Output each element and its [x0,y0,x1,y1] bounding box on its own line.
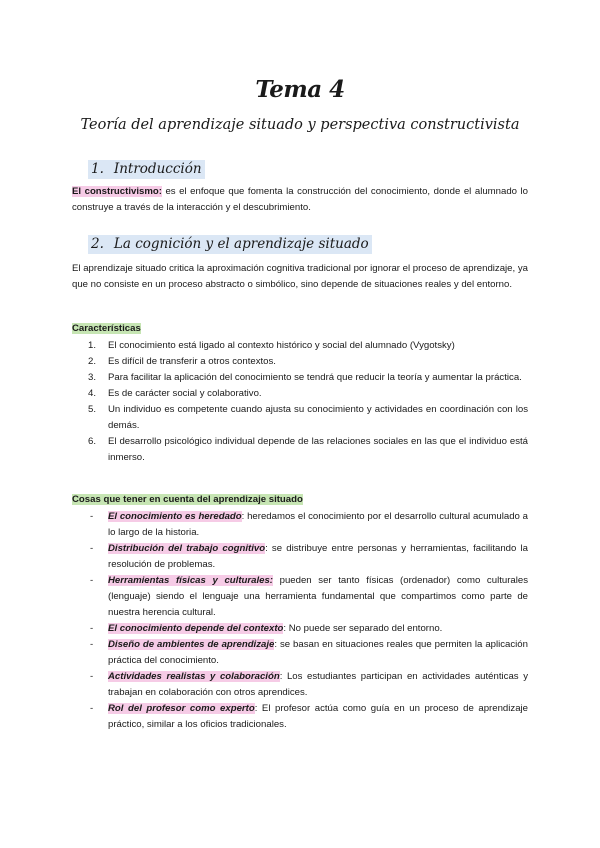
list-item [72,434,528,466]
item-text: Un individuo es competente cuando ajusta su conocimiento y actividades en coordinación con los demás. [108,404,528,431]
page-title: Tema 4 [255,76,345,103]
caracteristicas-label [72,322,141,336]
section-number: 2. [91,236,104,252]
item-text: : No puede ser separado del entorno. [283,623,443,634]
item-number: 4. [88,388,97,399]
list-item [72,402,528,434]
item-term: Actividades realistas y colaboración [108,671,280,682]
item-text: : se distribuye entre personas y herramientas, facilitando la resolución de problemas. [108,543,528,570]
item-term: Distribución del trabajo cognitivo [108,543,266,554]
list-item [72,701,528,733]
item-number: 1. [88,340,97,351]
section-number: 1. [91,161,104,177]
page-subtitle: Teoría del aprendizaje situado y perspectiva constructivista [80,117,520,133]
item-term: Rol del profesor como experto [108,703,255,714]
item-text: : Los estudiantes participan en actividades auténticas y trabajan en colaboración con otros aprendices. [108,671,528,698]
item-text: El desarrollo psicológico individual depende de las relaciones sociales en las que el individuo está inmerso. [108,436,528,463]
list-item [72,573,528,621]
constructivismo-text: es el enfoque que fomenta la construcción del conocimiento, donde el alumnado lo construye a través de la interacción y el descubrimiento. [72,186,529,213]
list-item [72,637,528,669]
item-number: 3. [88,372,97,383]
section-heading-cognicion [88,235,372,254]
cosas-label-text: Cosas que tener en cuenta del aprendizaje situado [72,494,303,505]
aprendizaje-situado-paragraph: El aprendizaje situado critica la aproximación cognitiva tradicional por ignorar el proceso de aprendizaje, ya que no consiste en un proceso abstracto o simbólico, sino depende de situaciones reales y del entorno. [72,263,528,290]
constructivismo-term: El constructivismo: [72,186,162,197]
item-text: Es difícil de transferir a otros contextos. [108,356,276,367]
list-item [72,669,528,701]
dash-bullet: - [90,639,94,650]
caracteristicas-list [72,338,528,466]
list-item [72,354,528,370]
section-title: La cognición y el aprendizaje situado [113,236,369,252]
cosas-label [72,493,303,507]
cosas-list [72,509,528,733]
dash-bullet: - [90,703,94,714]
dash-bullet: - [90,575,94,586]
dash-bullet: - [90,543,94,554]
item-term: El conocimiento es heredado [108,511,242,522]
item-number: 2. [88,356,97,367]
caracteristicas-label-text: Características [72,323,141,334]
list-item [72,386,528,402]
item-text: : El profesor actúa como guía en un proceso de aprendizaje práctico, similar a los oficios tradicionales. [108,703,528,730]
list-item [72,338,528,354]
section-title: Introducción [113,161,202,177]
list-item [72,541,528,573]
item-text: : heredamos el conocimiento por el desarrollo cultural acumulado a lo largo de la historia. [108,511,528,538]
item-text: pueden ser tanto físicas (ordenador) como culturales (lenguaje) siendo el lenguaje una herramienta fundamental que compartimos como parte de nuestra herencia cultural. [108,575,528,618]
list-item [72,621,528,637]
item-term: Herramientas físicas y culturales: [108,575,273,586]
item-text: El conocimiento está ligado al contexto histórico y social del alumnado (Vygotsky) [108,340,455,351]
section-heading-introduccion [88,160,205,179]
item-text: : se basan en situaciones reales que permiten la aplicación práctica del conocimiento. [108,639,528,666]
dash-bullet: - [90,511,94,522]
list-item [72,370,528,386]
item-text: Es de carácter social y colaborativo. [108,388,262,399]
dash-bullet: - [90,623,94,634]
item-text: Para facilitar la aplicación del conocimiento se tendrá que reducir la teoría y aumentar la práctica. [108,372,522,383]
constructivismo-paragraph [72,184,528,216]
item-term: El conocimiento depende del contexto [108,623,284,634]
item-term: Diseño de ambientes de aprendizaje [108,639,275,650]
list-item [72,509,528,541]
item-number: 6. [88,436,97,447]
item-number: 5. [88,404,97,415]
dash-bullet: - [90,671,94,682]
